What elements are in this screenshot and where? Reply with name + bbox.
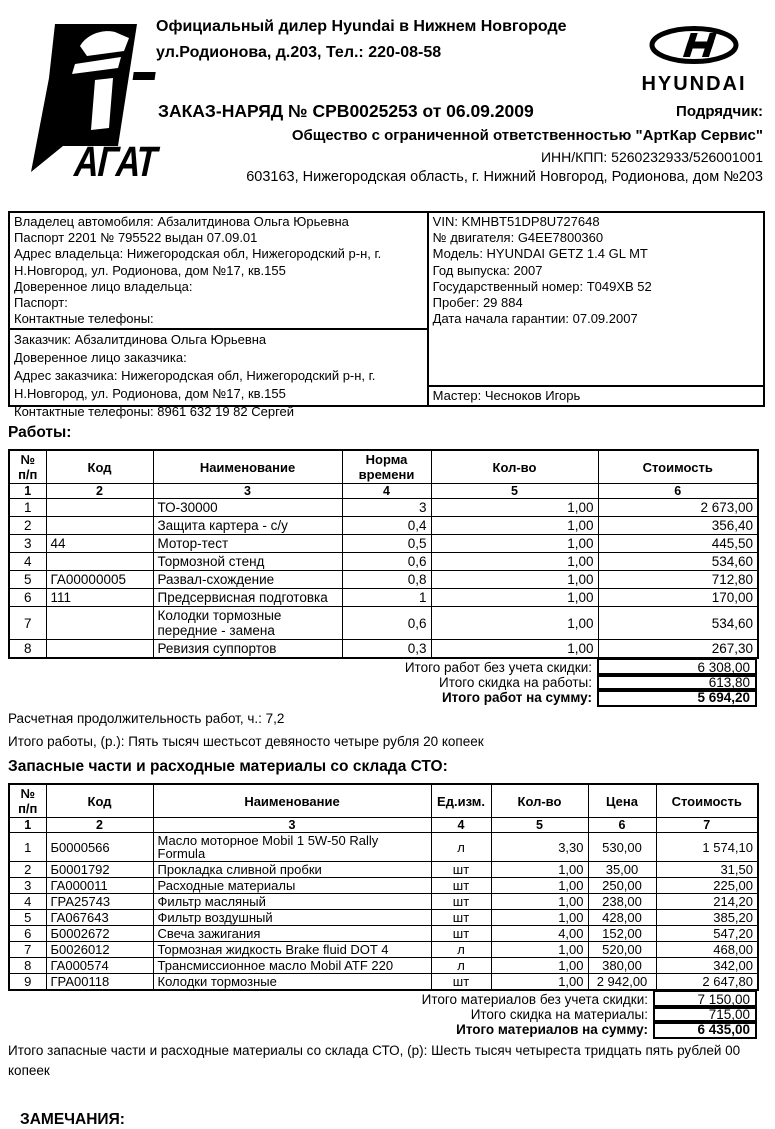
table-cell: Фильтр масляный (153, 894, 431, 910)
table-cell: 44 (46, 535, 153, 553)
info-line: Контактные телефоны: (14, 311, 154, 327)
table-cell: Масло моторное Mobil 1 5W-50 Rally Formula (153, 833, 431, 862)
column-header: 4 (431, 818, 491, 833)
hyundai-oval-icon (648, 26, 740, 64)
hyundai-logo (626, 26, 762, 96)
table-cell: 8 (9, 640, 46, 659)
table-cell: 3,30 (491, 833, 588, 862)
table-row (9, 862, 758, 878)
table-row (9, 910, 758, 926)
info-table (8, 211, 765, 419)
table-cell: 1 (342, 589, 431, 607)
works-heading: Работы: (8, 424, 72, 441)
column-header: 3 (153, 818, 431, 833)
table-cell: Тормозная жидкость Brake fluid DOT 4 (153, 942, 431, 958)
table-cell (46, 499, 153, 517)
column-header: 4 (342, 484, 431, 499)
contractor-label: Подрядчик: (676, 103, 763, 120)
table-header-row (9, 450, 758, 484)
vehicle-info-column (429, 213, 763, 405)
master-cell: Мастер: Чесноков Игорь (429, 385, 763, 405)
table-cell: 5 (9, 571, 46, 589)
table-row (9, 553, 758, 571)
table-cell: 356,40 (598, 517, 758, 535)
info-line: Паспорт: (14, 295, 68, 311)
table-cell: ГРА00118 (46, 974, 153, 991)
table-cell: ГА00000005 (46, 571, 153, 589)
table-cell: 4 (9, 553, 46, 571)
dealer-info (156, 14, 626, 66)
table-cell: шт (431, 878, 491, 894)
table-cell: 170,00 (598, 589, 758, 607)
info-line: Заказчик: Абзалитдинова Ольга Юрьевна (14, 332, 267, 348)
total-value: 715,00 (653, 1005, 757, 1024)
table-cell: 1,00 (431, 535, 598, 553)
table-cell: Защита картера - с/у (153, 517, 342, 535)
column-header: 1 (9, 484, 46, 499)
total-value: 7 150,00 (653, 990, 757, 1009)
works-duration: Расчетная продолжительность работ, ч.: 7,2 (8, 711, 285, 726)
column-header: 5 (491, 818, 588, 833)
table-cell: 1,00 (491, 942, 588, 958)
table-cell: шт (431, 862, 491, 878)
table-cell: 250,00 (588, 878, 656, 894)
table-cell (46, 640, 153, 659)
table-cell: ГРА25743 (46, 894, 153, 910)
info-line: Доверенное лицо заказчика: (14, 350, 187, 366)
total-label: Итого работ на сумму: (441, 690, 592, 705)
table-cell: 520,00 (588, 942, 656, 958)
inn-kpp: ИНН/КПП: 5260232933/526001001 (540, 149, 763, 165)
table-cell: 2 942,00 (588, 974, 656, 991)
table-cell: 4 (9, 894, 46, 910)
dealer-line-2: ул.Родионова, д.203, Тел.: 220-08-58 (156, 44, 442, 61)
table-cell: 712,80 (598, 571, 758, 589)
total-row (0, 1021, 757, 1038)
works-totals (0, 659, 757, 706)
table-cell: 534,60 (598, 553, 758, 571)
table-cell: л (431, 958, 491, 974)
works-table (8, 449, 759, 659)
agat-logo-text: АГАТ (73, 138, 158, 186)
info-line: № двигателя: G4EE7800360 (432, 230, 604, 246)
table-cell: 1,00 (491, 894, 588, 910)
table-cell: 1 (9, 833, 46, 862)
table-cell: 0,6 (342, 553, 431, 571)
info-line: Адрес владельца: Нижегородская обл, Нижегородский р-н, г. Н.Новгород, ул. Родионова, дом №17, кв.155 (14, 246, 382, 278)
table-cell: Прокладка сливной пробки (153, 862, 431, 878)
table-row (9, 589, 758, 607)
contractor-name: Общество с ограниченной ответственностью "АртКар Сервис" (291, 127, 763, 144)
column-header: Код (46, 450, 153, 484)
table-cell: 1,00 (431, 589, 598, 607)
table-cell: 3 (9, 878, 46, 894)
table-cell: 530,00 (588, 833, 656, 862)
table-cell: 6 (9, 926, 46, 942)
table-cell: 2 673,00 (598, 499, 758, 517)
column-header: Кол-во (431, 450, 598, 484)
column-header: Наименование (153, 784, 431, 818)
table-cell (46, 607, 153, 640)
table-row (9, 926, 758, 942)
table-cell: 1,00 (431, 517, 598, 535)
info-line: Модель: HYUNDAI GETZ 1.4 GL MT (432, 246, 648, 262)
table-cell: 2 (9, 517, 46, 535)
info-line: Владелец автомобиля: Абзалитдинова Ольга Юрьевна (14, 214, 349, 229)
table-cell: 111 (46, 589, 153, 607)
info-line: Паспорт 2201 № 795522 выдан 07.09.01 (14, 230, 258, 246)
total-label: Итого работ без учета скидки: (404, 660, 592, 675)
order-title: ЗАКАЗ-НАРЯД № СРВ0025253 от 06.09.2009 (158, 101, 534, 121)
materials-amount-in-words: Итого запасные части и расходные материалы со склада СТО, (р): Шесть тысяч четыреста тридцать пять рублей 00 копеек (8, 1043, 741, 1078)
document-header (0, 0, 775, 211)
owner-info-cell (10, 213, 427, 330)
table-cell: шт (431, 926, 491, 942)
info-line: Пробег: 29 884 (432, 295, 523, 311)
info-line: Дата начала гарантии: 07.09.2007 (432, 311, 638, 327)
table-cell: 1,00 (431, 553, 598, 571)
column-number-row (9, 818, 758, 833)
table-cell: шт (431, 894, 491, 910)
contractor-address: 603163, Нижегородская область, г. Нижний Новгород, Родионова, дом №203 (246, 169, 763, 185)
customer-info-cell (10, 330, 427, 421)
column-header: 7 (656, 818, 758, 833)
column-header: 2 (46, 484, 153, 499)
table-cell: Колодки тормозные передние - замена (153, 607, 342, 640)
client-info-column (10, 213, 429, 419)
materials-totals (0, 991, 757, 1038)
dealer-line-1: Официальный дилер Hyundai в Нижнем Новгороде (156, 18, 567, 35)
hyundai-logo-text: HYUNDAI (641, 73, 747, 95)
table-row (9, 942, 758, 958)
column-header: Цена (588, 784, 656, 818)
table-cell: шт (431, 910, 491, 926)
table-cell: 385,20 (656, 910, 758, 926)
table-row (9, 571, 758, 589)
table-row (9, 607, 758, 640)
column-number-row (9, 484, 758, 499)
table-cell: 428,00 (588, 910, 656, 926)
table-cell: 468,00 (656, 942, 758, 958)
table-row (9, 833, 758, 862)
total-label: Итого материалов без учета скидки: (421, 992, 648, 1007)
column-header: 1 (9, 818, 46, 833)
notes-label: ЗАМЕЧАНИЯ: (20, 1111, 125, 1128)
table-cell (46, 517, 153, 535)
table-row (9, 974, 758, 991)
table-cell: 0,3 (342, 640, 431, 659)
info-line: Адрес заказчика: Нижегородская обл, Нижегородский р-н, г. Н.Новгород, ул. Родионова, дом №17, кв.155 (14, 368, 376, 401)
table-cell: Тормозной стенд (153, 553, 342, 571)
total-label: Итого скидка на работы: (439, 675, 592, 690)
table-cell: 380,00 (588, 958, 656, 974)
table-cell: Трансмиссионное масло Mobil ATF 220 (153, 958, 431, 974)
table-cell: 152,00 (588, 926, 656, 942)
table-cell: 4,00 (491, 926, 588, 942)
table-cell: Предсервисная подготовка (153, 589, 342, 607)
column-header: Стоимость (598, 450, 758, 484)
total-label: Итого материалов на сумму: (456, 1022, 648, 1037)
table-row (9, 640, 758, 659)
vehicle-info-cell (429, 213, 763, 385)
table-row (9, 535, 758, 553)
table-cell: Свеча зажигания (153, 926, 431, 942)
table-cell: 7 (9, 942, 46, 958)
table-cell: 214,20 (656, 894, 758, 910)
column-header: № п/п (9, 450, 46, 484)
table-cell: 0,6 (342, 607, 431, 640)
total-value: 5 694,20 (597, 688, 757, 707)
materials-heading: Запасные части и расходные материалы со склада СТО: (8, 758, 448, 775)
table-cell: Развал-схождение (153, 571, 342, 589)
table-cell: 1,00 (491, 878, 588, 894)
table-cell: 7 (9, 607, 46, 640)
table-cell: Б0026012 (46, 942, 153, 958)
column-header: 6 (588, 818, 656, 833)
table-cell: 1,00 (431, 499, 598, 517)
column-header: 6 (598, 484, 758, 499)
table-cell: 1,00 (431, 607, 598, 640)
table-cell: Б0001792 (46, 862, 153, 878)
column-header: № п/п (9, 784, 46, 818)
table-cell: 1,00 (491, 862, 588, 878)
table-cell: Б0002672 (46, 926, 153, 942)
table-cell: 1,00 (491, 958, 588, 974)
table-cell: 6 (9, 589, 46, 607)
table-cell: 445,50 (598, 535, 758, 553)
column-header: Стоимость (656, 784, 758, 818)
table-cell: 0,5 (342, 535, 431, 553)
column-header: 3 (153, 484, 342, 499)
table-cell: ГА000574 (46, 958, 153, 974)
column-header: Ед.изм. (431, 784, 491, 818)
table-row (9, 894, 758, 910)
column-header: 2 (46, 818, 153, 833)
works-amount-in-words: Итого работы, (р.): Пять тысяч шестьсот девяносто четыре рубля 20 копеек (8, 734, 484, 749)
table-cell: 3 (9, 535, 46, 553)
info-line: VIN: KMHBT51DP8U727648 (432, 214, 600, 229)
info-line: Доверенное лицо владельца: (14, 278, 193, 294)
column-header: Норма времени (342, 450, 431, 484)
table-cell: 31,50 (656, 862, 758, 878)
column-header: 5 (431, 484, 598, 499)
table-cell: 2 (9, 862, 46, 878)
table-cell: 1 (9, 499, 46, 517)
column-header: Кол-во (491, 784, 588, 818)
table-cell: л (431, 942, 491, 958)
table-row (9, 878, 758, 894)
table-cell: ТО-30000 (153, 499, 342, 517)
total-value: 6 308,00 (597, 658, 757, 677)
total-value: 6 435,00 (653, 1020, 757, 1039)
table-cell: Ревизия суппортов (153, 640, 342, 659)
column-header: Наименование (153, 450, 342, 484)
table-cell: ГА000011 (46, 878, 153, 894)
table-cell: 534,60 (598, 607, 758, 640)
table-cell: 9 (9, 974, 46, 991)
table-cell: Расходные материалы (153, 878, 431, 894)
table-cell: Фильтр воздушный (153, 910, 431, 926)
total-label: Итого скидка на материалы: (470, 1007, 648, 1022)
table-cell: л (431, 833, 491, 862)
table-cell: 225,00 (656, 878, 758, 894)
materials-table (8, 783, 759, 991)
table-cell: 8 (9, 958, 46, 974)
total-value: 613,80 (597, 673, 757, 692)
table-cell: 267,30 (598, 640, 758, 659)
table-header-row (9, 784, 758, 818)
table-cell: 5 (9, 910, 46, 926)
table-cell: 1,00 (431, 640, 598, 659)
table-cell: шт (431, 974, 491, 991)
table-row (9, 517, 758, 535)
table-cell: Колодки тормозные (153, 974, 431, 991)
table-row (9, 499, 758, 517)
table-cell: 0,4 (342, 517, 431, 535)
table-cell (46, 553, 153, 571)
column-header: Код (46, 784, 153, 818)
table-cell: 238,00 (588, 894, 656, 910)
table-cell: 1,00 (491, 974, 588, 991)
table-cell: 3 (342, 499, 431, 517)
table-cell: Б0000566 (46, 833, 153, 862)
table-row (9, 958, 758, 974)
table-cell: ГА067643 (46, 910, 153, 926)
table-cell: 1 574,10 (656, 833, 758, 862)
info-line: Государственный номер: Т049ХВ 52 (432, 278, 652, 294)
total-row (0, 689, 757, 706)
info-line: Контактные телефоны: 8961 632 19 82 Сергей (14, 403, 295, 419)
info-line: Год выпуска: 2007 (432, 262, 543, 278)
table-cell: 2 647,80 (656, 974, 758, 991)
table-cell: 1,00 (431, 571, 598, 589)
table-cell: 342,00 (656, 958, 758, 974)
table-cell: 0,8 (342, 571, 431, 589)
table-cell: 547,20 (656, 926, 758, 942)
table-cell: Мотор-тест (153, 535, 342, 553)
table-cell: 35,00 (588, 862, 656, 878)
table-cell: 1,00 (491, 910, 588, 926)
